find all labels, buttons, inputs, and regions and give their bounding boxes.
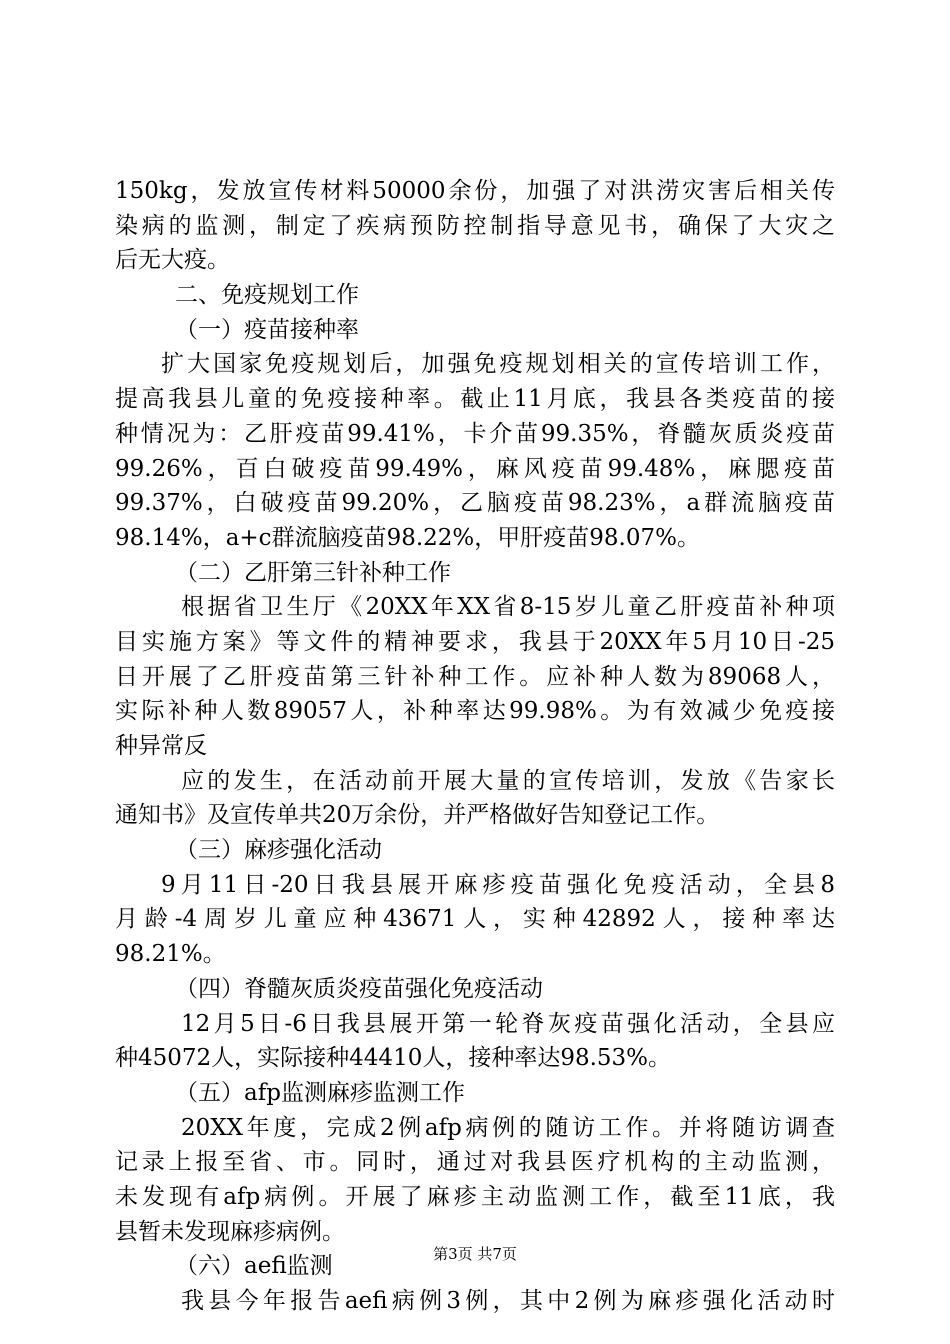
paragraph-line: 99.37%，白破疫苗99.20%，乙脑疫苗98.23%，a群流脑疫苗	[115, 490, 835, 517]
paragraph-line: 县暂未发现麻疹病例。	[115, 1218, 345, 1245]
paragraph-line: 98.21%。	[115, 941, 226, 968]
section-heading: 二、免疫规划工作	[175, 282, 359, 309]
paragraph-line: 98.14%，a+c群流脑疫苗98.22%，甲肝疫苗98.07%。	[115, 524, 700, 551]
paragraph-line: 扩大国家免疫规划后，加强免疫规划相关的宣传培训工作，	[161, 351, 835, 378]
paragraph-line: 9月11日-20日我县展开麻疹疫苗强化免疫活动，全县8	[161, 871, 835, 898]
paragraph-line: 20XX年度，完成2例afp病例的随访工作。并将随访调查	[181, 1114, 835, 1141]
subsection-heading: （四）脊髓灰质炎疫苗强化免疫活动	[175, 975, 543, 1002]
paragraph-line: 日开展了乙肝疫苗第三针补种工作。应补种人数为89068人，	[115, 663, 835, 690]
paragraph-line: 应的发生，在活动前开展大量的宣传培训，发放《告家长	[181, 767, 835, 794]
paragraph-line: 种45072人，实际接种44410人，接种率达98.53%。	[115, 1045, 672, 1072]
paragraph-line: 根据省卫生厅《20XX年XX省8-15岁儿童乙肝疫苗补种项	[181, 594, 835, 621]
paragraph-line: 我县今年报告aefi病例3例，其中2例为麻疹强化活动时	[181, 1288, 835, 1314]
subsection-heading: （一）疫苗接种率	[175, 316, 359, 343]
paragraph-line: 通知书》及宣传单共20万余份，并严格做好告知登记工作。	[115, 802, 720, 829]
paragraph-line: 实际补种人数89057人，补种率达99.98%。为有效减少免疫接	[115, 698, 835, 725]
paragraph-line: 目实施方案》等文件的精神要求，我县于20XX年5月10日-25	[115, 628, 835, 655]
paragraph-line: 99.26%，百白破疫苗99.49%，麻风疫苗99.48%，麻腮疫苗	[115, 455, 835, 482]
subsection-heading: （五）afp监测麻疹监测工作	[175, 1079, 465, 1106]
paragraph-line: 月龄-4周岁儿童应种43671人，实种42892人，接种率达	[115, 906, 835, 933]
paragraph-line: 种情况为：乙肝疫苗99.41%，卡介苗99.35%，脊髓灰质炎疫苗	[115, 420, 835, 447]
paragraph-line: 12月5日-6日我县展开第一轮脊灰疫苗强化活动，全县应	[181, 1010, 835, 1037]
document-body	[115, 174, 835, 1319]
paragraph-line: 提高我县儿童的免疫接种率。截止11月底，我县各类疫苗的接	[115, 386, 835, 413]
page-number-footer: 第3页 共7页	[433, 1245, 517, 1263]
paragraph-line: 后无大疫。	[115, 247, 230, 274]
paragraph-line: 种异常反	[115, 733, 207, 759]
paragraph-line: 记录上报至省、市。同时，通过对我县医疗机构的主动监测，	[115, 1149, 835, 1176]
paragraph-line: 未发现有afp病例。开展了麻疹主动监测工作，截至11底，我	[115, 1183, 835, 1210]
subsection-heading: （二）乙肝第三针补种工作	[175, 559, 451, 586]
subsection-heading: （三）麻疹强化活动	[175, 837, 382, 864]
subsection-heading: （六）aefi监测	[175, 1253, 333, 1280]
paragraph-line: 染病的监测，制定了疾病预防控制指导意见书，确保了大灾之	[115, 212, 835, 239]
paragraph-line: 150kg，发放宣传材料50000余份，加强了对洪涝灾害后相关传	[115, 178, 835, 204]
